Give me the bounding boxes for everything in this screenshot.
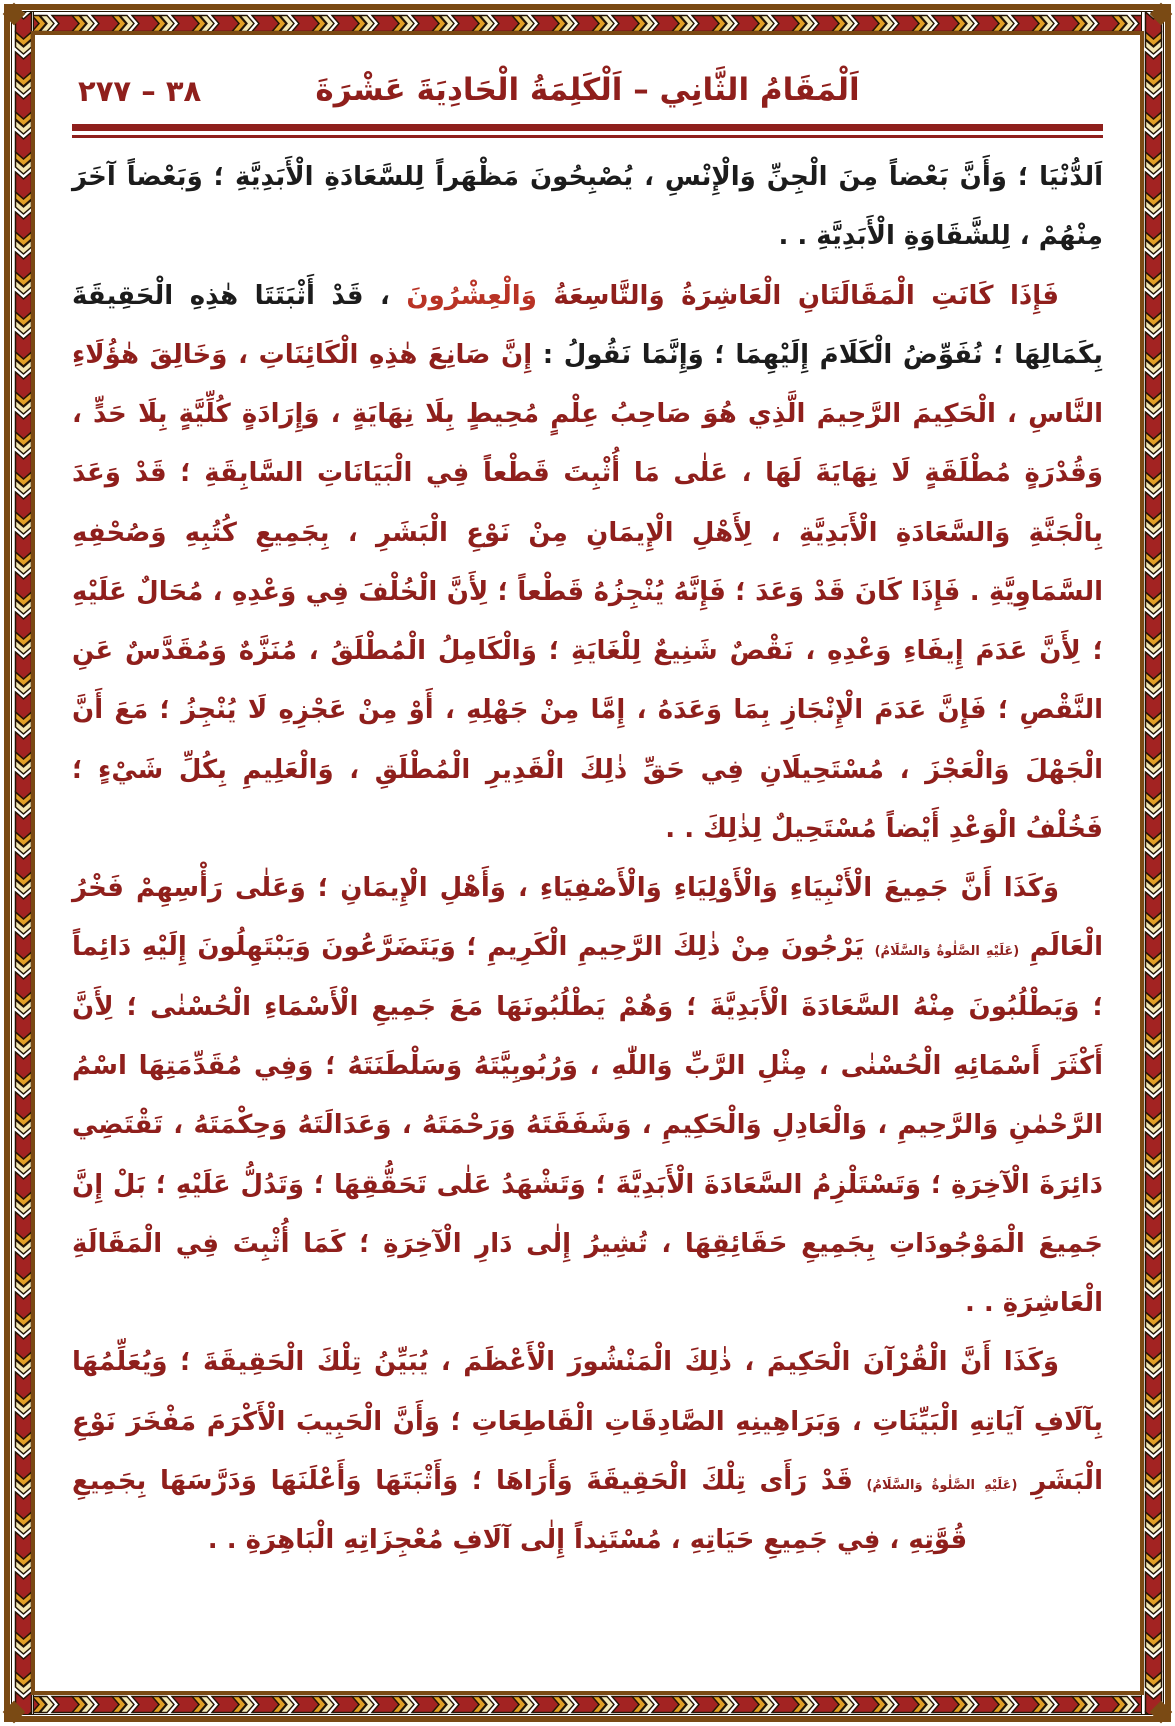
text-segment: فَإِذَا كَانَتِ الْمَقَالَتَانِ الْعَاشِرَةُ وَالتَّاسِعَةُ bbox=[536, 280, 1059, 311]
text-segment: يَرْجُونَ مِنْ ذٰلِكَ الرَّحِيمِ الْكَرِيمِ ؛ وَيَتَضَرَّعُونَ وَيَبْتَهِلُونَ إِلَيْهِ دَائِماً ؛ وَيَطْلُبُونَ مِنْهُ السَّعَادَةَ الْأَبَدِيَّةَ ؛ وَهُمْ يَطْلُبُونَهَا مَعَ جَمِيعِ الْأَسْمَاءِ الْحُسْنٰى ؛ لِأَنَّ أَكْثَرَ أَسْمَائِهِ الْحُسْنٰى ، مِثْلِ الرَّبِّ وَاللّٰهِ ، وَرُبُوبِيَّتَهُ وَسَلْطَنَتَهُ ؛ وَفِي مُقَدِّمَتِهَا اسْمُ الرَّحْمٰنِ وَالرَّحِيمِ ، وَالْعَادِلِ وَالْحَكِيمِ ، وَشَفَقَتَهُ وَرَحْمَتَهُ ، وَعَدَالَتَهُ وَحِكْمَتَهُ ، تَقْتَضِي دَائِرَةَ الْآخِرَةِ ؛ وَتَسْتَلْزِمُ السَّعَادَةَ الْأَبَدِيَّةَ ؛ وَتَشْهَدُ عَلٰى تَحَقُّقِهَا ؛ وَتَدُلُّ عَلَيْهِ ؛ بَلْ إِنَّ جَمِيعَ الْمَوْجُودَاتِ بِجَمِيعِ حَقَائِقِهَا ، تُشِيرُ إِلٰى دَارِ الْآخِرَةِ ؛ كَمَا أُثْبِتَ فِي الْمَقَالَةِ الْعَاشِرَةِ . . bbox=[72, 932, 1103, 1319]
page-number: ٣٨ – ٢٧٧ bbox=[78, 74, 202, 108]
page-header bbox=[72, 0, 1103, 108]
paragraph bbox=[72, 1333, 1103, 1570]
paragraph bbox=[72, 148, 1103, 267]
header-double-rule bbox=[72, 124, 1103, 138]
paragraph bbox=[72, 267, 1103, 860]
border-chain-bottom bbox=[11, 1692, 1164, 1715]
text-segment: وَالْعِشْرُونَ bbox=[406, 280, 537, 311]
border-chain-left bbox=[11, 11, 34, 1715]
text-segment: قَدْ رَأَى تِلْكَ الْحَقِيقَةَ وَأَرَاهَا ؛ وَأَثْبَتَهَا وَأَعْلَنَهَا وَدَرَّسَهَا بِجَمِيعِ قُوَّتِهِ ، فِي جَمِيعِ حَيَاتِهِ ، مُسْتَنِداً إِلٰى آلَافِ مُعْجِزَاتِهِ الْبَاهِرَةِ . . bbox=[72, 1465, 968, 1556]
honorific-inline: (عَلَيْهِ الصَّلٰوةُ وَالسَّلَامُ) bbox=[866, 1477, 1018, 1493]
text-segment: وَكَذَا أَنَّ الْقُرْآنَ الْحَكِيمَ ، ذٰلِكَ الْمَنْشُورَ الْأَعْظَمَ ، يُبَيِّنُ تِلْكَ الْحَقِيقَةَ ؛ وَيُعَلِّمُهَا بِآلَافِ آيَاتِهِ الْبَيِّنَاتِ ، وَبَرَاهِينِهِ الصَّادِقَاتِ الْقَاطِعَاتِ ؛ وَأَنَّ الْحَبِيبَ الْأَكْرَمَ مَفْخَرَ نَوْعِ الْبَشَرِ bbox=[72, 1347, 1103, 1496]
text-segment: وَكَذَا أَنَّ جَمِيعَ الْأَنْبِيَاءِ وَالْأَوْلِيَاءِ وَالْأَصْفِيَاءِ ، وَأَهْلِ الْإِيمَانِ ؛ وَعَلٰى رَأْسِهِمْ فَخْرُ الْعَالَمِ bbox=[72, 873, 1103, 963]
text-segment: ، قَدْ أَثْبَتَتَا هٰذِهِ الْحَقِيقَةَ بِكَمَالِهَا ؛ نُفَوِّضُ الْكَلَامَ إِلَيْهِمَا ؛ وَإِنَّمَا نَقُولُ : bbox=[72, 280, 1104, 370]
content bbox=[72, 148, 1103, 1570]
border-chain-right bbox=[1141, 11, 1164, 1715]
paragraph bbox=[72, 859, 1103, 1333]
text-segment: إِنَّ صَانِعَ هٰذِهِ الْكَائِنَاتِ ، وَخَالِقَ هٰؤُلَاءِ النَّاسِ ، الْحَكِيمَ الرَّحِيمَ الَّذِي هُوَ صَاحِبُ عِلْمٍ مُحِيطٍ بِلَا نِهَايَةٍ ، وَإِرَادَةٍ كُلِّيَّةٍ بِلَا حَدٍّ ، وَقُدْرَةٍ مُطْلَقَةٍ لَا نِهَايَةَ لَهَا ، عَلٰى مَا أُثْبِتَ قَطْعاً فِي الْبَيَانَاتِ السَّابِقَةِ ؛ قَدْ وَعَدَ بِالْجَنَّةِ وَالسَّعَادَةِ الْأَبَدِيَّةِ ، لِأَهْلِ الْإِيمَانِ مِنْ نَوْعِ الْبَشَرِ ، بِجَمِيعِ كُتُبِهِ وَصُحْفِهِ السَّمَاوِيَّةِ . فَإِذَا كَانَ قَدْ وَعَدَ ؛ فَإِنَّهُ يُنْجِزُهُ قَطْعاً ؛ لِأَنَّ الْخُلْفَ فِي وَعْدِهِ ، مُحَالٌ عَلَيْهِ ؛ لِأَنَّ عَدَمَ إِيفَاءِ وَعْدِهِ ، نَقْصٌ شَنِيعٌ لِلْغَايَةِ ؛ وَالْكَامِلُ الْمُطْلَقُ ، مُنَزَّهٌ وَمُقَدَّسٌ عَنِ النَّقْصِ ؛ فَإِنَّ عَدَمَ الْإِنْجَازِ بِمَا وَعَدَهُ ، إِمَّا مِنْ جَهْلِهِ ، أَوْ مِنْ عَجْزِهِ لَا يُنْجِزُ ؛ مَعَ أَنَّ الْجَهْلَ وَالْعَجْزَ ، مُسْتَحِيلَانِ فِي حَقِّ ذٰلِكَ الْقَدِيرِ الْمُطْلَقِ ، وَالْعَلِيمِ بِكُلِّ شَيْءٍ ؛ فَخُلْفُ الْوَعْدِ أَيْضاً مُسْتَحِيلٌ لِذٰلِكَ . . bbox=[72, 339, 1103, 844]
page-title: اَلْمَقَامُ الثَّانِي – اَلْكَلِمَةُ الْحَادِيَةَ عَشْرَةَ bbox=[315, 72, 860, 108]
honorific-inline: (عَلَيْهِ الصَّلٰوةُ وَالسَّلَامُ) bbox=[874, 944, 1020, 960]
text-segment: اَلدُّنْيَا ؛ وَأَنَّ بَعْضاً مِنَ الْجِنِّ وَالْإِنْسِ ، يُصْبِحُونَ مَظْهَراً لِلسَّعَادَةِ الْأَبَدِيَّةِ ؛ وَبَعْضاً آخَرَ مِنْهُمْ ، لِلشَّقَاوَةِ الْأَبَدِيَّةِ . . bbox=[72, 162, 1103, 252]
